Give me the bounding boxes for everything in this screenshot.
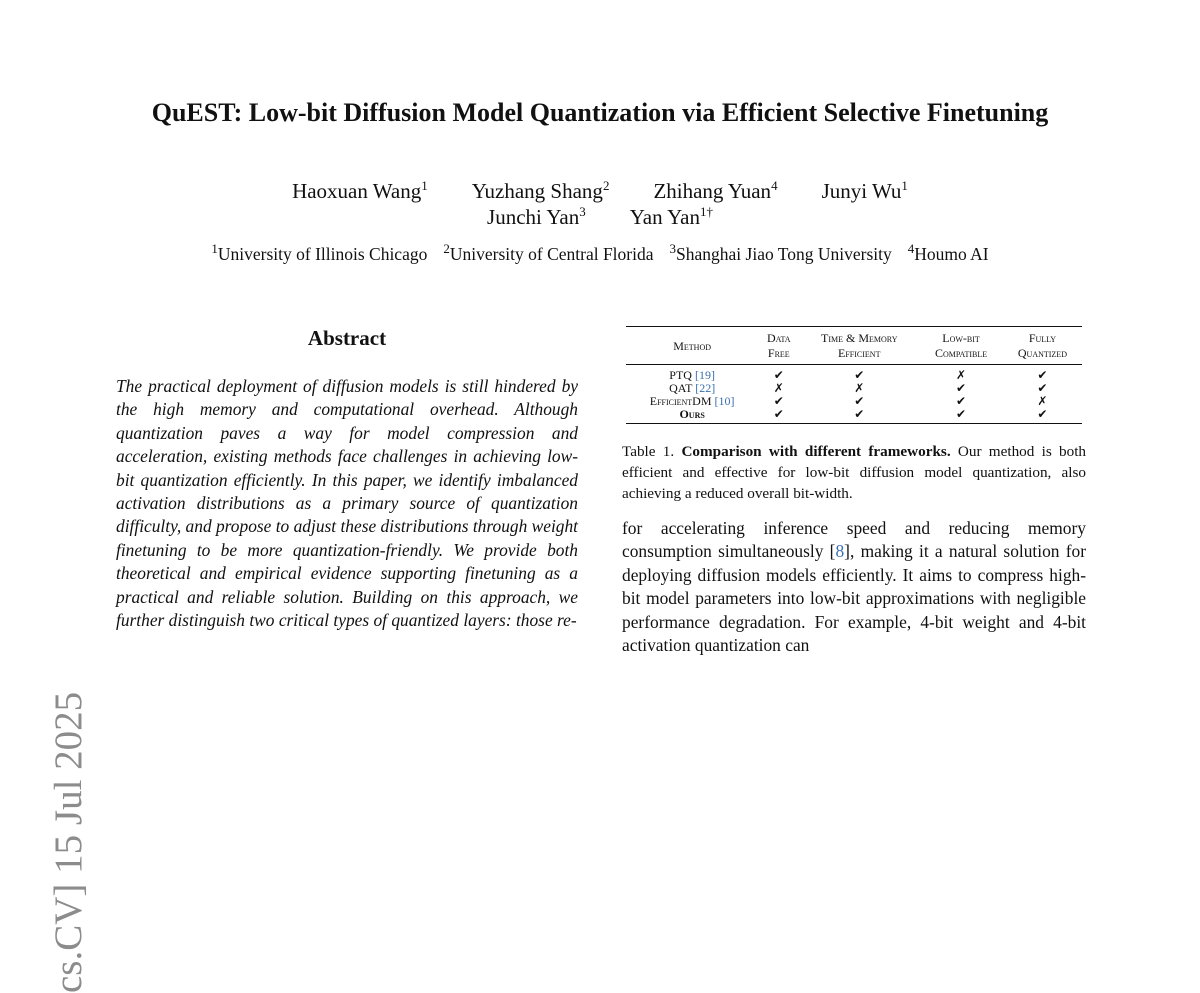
author-affil-mark: 2	[602, 178, 610, 193]
author-name: Junyi Wu$^1$	[821, 178, 908, 203]
author-name: Yuzhang Shang$^2$	[471, 178, 610, 203]
affiliation-name: University of Central Florida	[449, 244, 654, 264]
paper-title: QuEST: Low-bit Diffusion Model Quantization via Efficient Selective Finetuning	[151, 98, 1049, 127]
cross-mark: ✗	[1037, 394, 1048, 408]
table-method-cell	[626, 365, 758, 383]
method-name: QAT	[669, 381, 693, 395]
comparison-table	[626, 326, 1082, 424]
author-name: Junchi Yan$^3$	[487, 204, 586, 229]
method-name: Ours	[679, 407, 705, 421]
author-row-1	[0, 178, 1200, 204]
table-header-row	[626, 327, 1082, 365]
check-mark: ✔	[955, 394, 967, 408]
author-row-2	[0, 204, 1200, 230]
citation-link[interactable]: [19]	[694, 368, 715, 382]
author-name: Yan Yan$^{1\dagger}$	[629, 204, 713, 229]
check-mark: ✔	[773, 394, 784, 408]
check-mark: ✔	[854, 368, 865, 382]
table-header-cell	[626, 327, 758, 365]
table-method-cell	[626, 408, 758, 424]
citation-link[interactable]: [22]	[695, 381, 716, 395]
table-header-line: Fully	[1028, 331, 1057, 345]
check-mark: ✔	[955, 381, 967, 395]
check-mark: ✔	[854, 394, 865, 408]
check-mark: ✔	[1037, 368, 1048, 382]
cross-mark: ✗	[854, 381, 865, 395]
abstract-heading: Abstract	[307, 326, 387, 350]
arxiv-watermark	[22, 333, 90, 993]
table-header-line: Time & Memory	[821, 331, 898, 345]
citation-link[interactable]: [10]	[714, 394, 735, 408]
table-header-cell	[1003, 327, 1082, 365]
affiliation-mark: 3	[669, 241, 677, 257]
table-caption	[622, 441, 1086, 504]
citation-number[interactable]: 22	[699, 381, 712, 395]
arxiv-id: cs.CV] 15 Jul 2025	[47, 691, 90, 993]
author-affil-mark: 4	[771, 178, 778, 193]
author-affil-mark: 1	[901, 178, 908, 193]
author-list	[0, 178, 1200, 230]
table-row	[626, 408, 1082, 424]
affiliation-name: University of Illinois Chicago	[217, 244, 428, 264]
affiliation-name: Houmo AI	[914, 244, 989, 264]
author-name: Zhihang Yuan$^4$	[653, 178, 778, 203]
body-text-part2: ], making it a natural solution for deploying diffusion models efficiently. It aims to compress high-bit model parameters into low-bit approximations with negligible performance degradation. For example, 4-bit weight and 4-bit activation quantization can	[622, 541, 1087, 656]
affiliation-mark: 2	[443, 241, 450, 257]
check-mark: ✔	[773, 407, 784, 421]
caption-text: Our method is both efficient and effective for low-bit diffusion model quantization, also achieving a reduced overall bit-width.	[622, 443, 1087, 502]
author-affil-mark: 1	[421, 178, 428, 193]
affiliation	[211, 241, 428, 265]
affiliation-mark: 4	[907, 241, 915, 257]
affiliation	[669, 241, 892, 265]
abstract-text: The practical deployment of diffusion models is still hindered by the high memory and computational overhead. Although quantization paves a way for model compression and acceleration, existing methods face challenges in achieving low-bit quantization efficiently. In this paper, we identify imbalanced activation distributions as a primary source of quantization difficulty, and propose to adjust these distributions through weight finetuning to be more quantization-friendly. We provide both theoretical and empirical evidence supporting finetuning as a practical and reliable solution. Building on this approach, we further distinguish two critical types of quantized layers: those re-	[116, 376, 578, 631]
table-header-line: Compatible	[934, 346, 988, 360]
check-mark: ✔	[1037, 381, 1048, 395]
caption-bold: Comparison with different frameworks.	[681, 443, 951, 460]
affiliation	[443, 241, 654, 265]
cross-mark: ✗	[955, 368, 967, 382]
table-header-cell	[758, 327, 799, 365]
caption-label: Table 1.	[622, 443, 675, 460]
table-header-line: Method	[673, 338, 712, 353]
table-header-line: Quantized	[1017, 346, 1067, 360]
table-body	[626, 365, 1082, 424]
table-header-line: Data	[767, 331, 791, 345]
method-name: PTQ	[669, 368, 692, 382]
table-header-cell	[919, 327, 1003, 365]
citation-number[interactable]: 10	[718, 394, 731, 408]
affiliation-name: Shanghai Jiao Tong University	[676, 244, 892, 264]
citation-link[interactable]: 8	[835, 541, 845, 562]
body-text-part1: for accelerating inference speed and reducing memory consumption simultaneously [	[622, 518, 1086, 562]
affiliation	[907, 241, 989, 265]
author-name: Haoxuan Wang$^1$	[292, 178, 428, 203]
table-row	[626, 365, 1082, 383]
method-name: EfficientDM	[649, 394, 712, 408]
table-header-line: Efficient	[838, 346, 881, 360]
check-mark: ✔	[1037, 407, 1048, 421]
affiliation-list	[0, 241, 1200, 265]
table-header-line: Free	[767, 346, 790, 360]
check-mark: ✔	[773, 368, 784, 382]
cross-mark: ✗	[773, 381, 784, 395]
citation-number[interactable]: 19	[698, 368, 711, 382]
table-header-line: Low-bit	[942, 331, 980, 345]
author-affil-mark: 3	[579, 204, 586, 219]
body-text	[622, 517, 1086, 657]
check-mark: ✔	[854, 407, 865, 421]
table-header-cell	[799, 327, 919, 365]
affiliation-mark: 1	[211, 241, 218, 257]
author-affil-mark: 1†	[699, 204, 713, 219]
check-mark: ✔	[955, 407, 967, 421]
